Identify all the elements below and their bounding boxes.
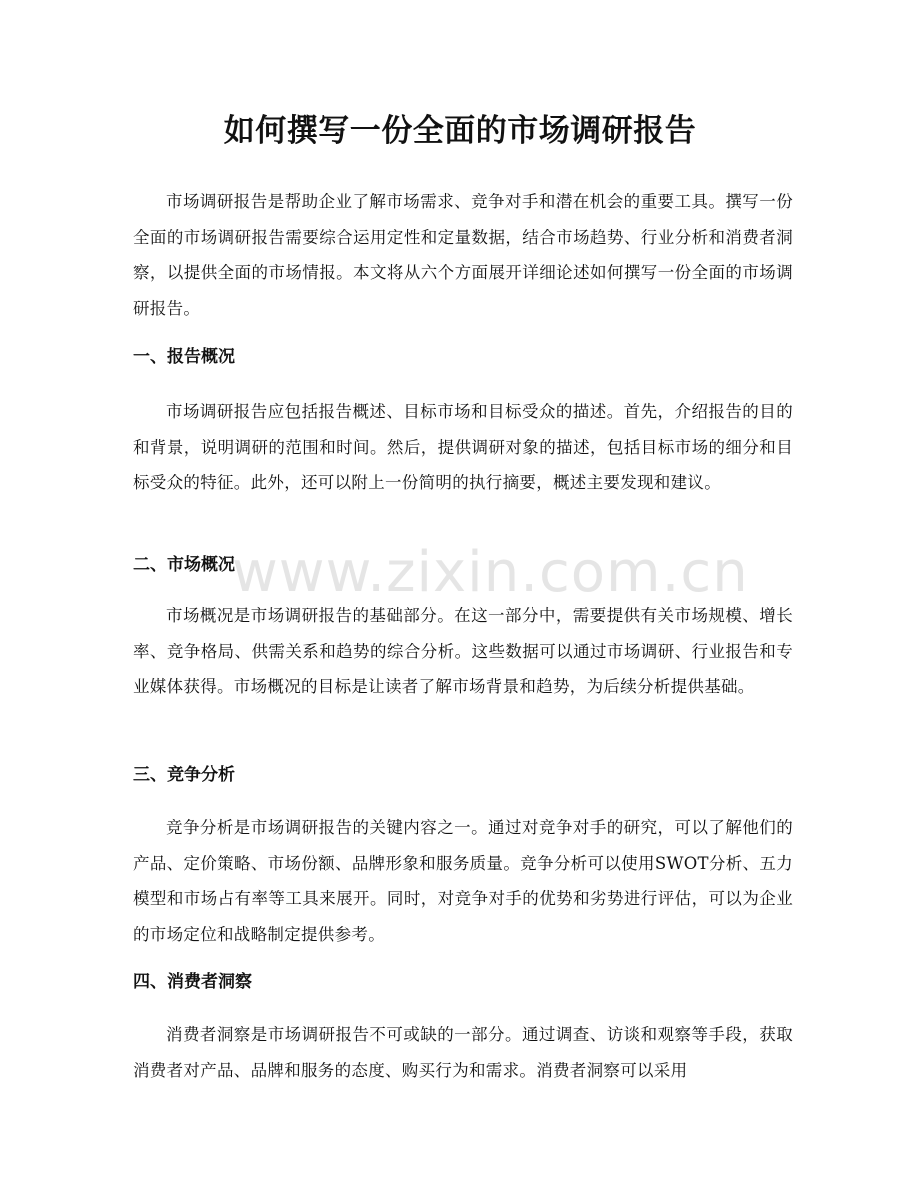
section-body-consumer: 消费者洞察是市场调研报告不可或缺的一部分。通过调查、访谈和观察等手段，获取消费者对产品、品牌和服务的态度、购买行为和需求。消费者洞察可以采用	[133, 1025, 793, 1080]
section-body-overview: 市场调研报告应包括报告概述、目标市场和目标受众的描述。首先，介绍报告的目的和背景，说明调研的范围和时间。然后，提供调研对象的描述，包括目标市场的细分和目标受众的特征。此外，还可以附上一份简明的执行摘要，概述主要发现和建议。	[133, 402, 793, 492]
section-heading-consumer: 四、消费者洞察	[133, 972, 252, 992]
section-heading-market: 二、市场概况	[133, 555, 235, 575]
watermark: www.zixin.com.cn	[232, 540, 749, 605]
section-body-competition: 竞争分析是市场调研报告的关键内容之一。通过对竞争对手的研究，可以了解他们的产品、定价策略、市场份额、品牌形象和服务质量。竞争分析可以使用SWOT分析、五力模型和市场占有率等工具来展开。同时，对竞争对手的优势和劣势进行评估，可以为企业的市场定位和战略制定提供参考。	[133, 818, 793, 944]
section-heading-competition: 三、竞争分析	[133, 765, 235, 785]
section-heading-overview: 一、报告概况	[133, 347, 235, 367]
section-body-market: 市场概况是市场调研报告的基础部分。在这一部分中，需要提供有关市场规模、增长率、竞争格局、供需关系和趋势的综合分析。这些数据可以通过市场调研、行业报告和专业媒体获得。市场概况的目标是让读者了解市场背景和趋势，为后续分析提供基础。	[133, 606, 793, 696]
document-title: 如何撰写一份全面的市场调研报告	[223, 113, 697, 149]
intro-paragraph: 市场调研报告是帮助企业了解市场需求、竞争对手和潜在机会的重要工具。撰写一份全面的市场调研报告需要综合运用定性和定量数据，结合市场趋势、行业分析和消费者洞察，以提供全面的市场情报。本文将从六个方面展开详细论述如何撰写一份全面的市场调研报告。	[133, 192, 793, 318]
